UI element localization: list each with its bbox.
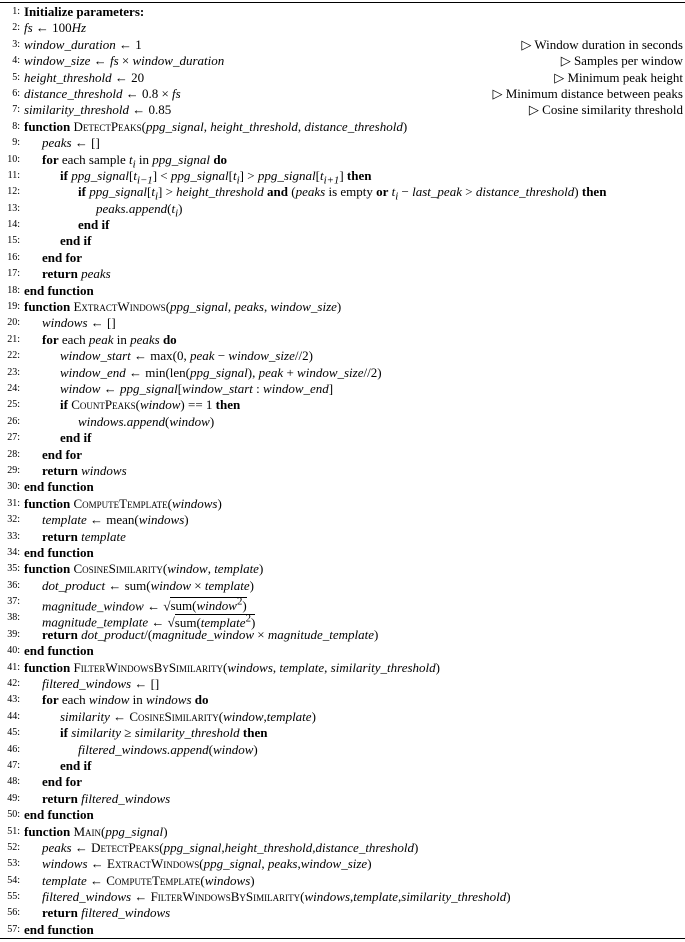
algorithm-line [0, 365, 685, 381]
algorithm-line [0, 807, 685, 823]
line-code: peaks ← [] [42, 135, 100, 151]
line-number: 55: [7, 891, 20, 903]
line-number: 49: [7, 792, 20, 804]
algorithm-line [0, 135, 685, 151]
line-code: end function [24, 479, 94, 495]
algorithm-line [0, 200, 685, 220]
algorithm-line [0, 889, 685, 905]
line-number: 43: [7, 694, 20, 706]
line-code: function ExtractWindows(ppg_signal, peaks, window_size) [24, 299, 342, 315]
line-comment: ▷ Window duration in seconds [521, 36, 683, 52]
algorithm-line [0, 217, 685, 233]
line-number: 15: [7, 235, 20, 247]
algorithm-line [0, 315, 685, 331]
line-code: end for [42, 446, 83, 462]
line-code: template ← mean(windows) [42, 512, 189, 528]
line-number: 14: [7, 219, 20, 231]
algorithm-line [0, 561, 685, 577]
line-number: 57: [7, 923, 20, 935]
algorithm-line [0, 709, 685, 725]
algorithm-line [0, 348, 685, 364]
algorithm-line [0, 676, 685, 692]
line-number: 18: [7, 284, 20, 296]
algorithm-line [0, 184, 685, 203]
line-number: 17: [7, 268, 20, 280]
line-code: window_end ← min(len(ppg_signal), peak + window_size//2) [60, 364, 382, 380]
algorithm-line [0, 102, 685, 118]
algorithm-line [0, 463, 685, 479]
line-code: end if [60, 233, 92, 249]
algorithm-line [0, 167, 685, 187]
line-number: 53: [7, 858, 20, 870]
line-code: windows.append(window) [78, 413, 215, 429]
algorithm-lines [0, 4, 685, 938]
algorithm-line [0, 233, 685, 249]
algorithm-line [0, 643, 685, 659]
line-code: window_duration ← 1 [24, 36, 142, 52]
line-number: 54: [7, 874, 20, 886]
line-code: fs ← 100Hz [24, 20, 87, 36]
algorithm-line [0, 20, 685, 36]
line-number: 33: [7, 530, 20, 542]
algorithm-line [0, 414, 685, 430]
line-code: if $ppg\_signal[t_{i-1}]$ < $ppg\_signal[t_i]$ > $ppg\_signal[t_{i+1}]$ then [60, 167, 372, 187]
line-number: 40: [7, 645, 20, 657]
line-code: function CosineSimilarity(window, template) [24, 561, 264, 577]
line-code: template ← ComputeTemplate(windows) [42, 872, 255, 888]
line-code: distance_threshold ← 0.8 × fs [24, 85, 181, 101]
algorithm-line [0, 381, 685, 397]
algorithm-line [0, 37, 685, 53]
line-code: for each sample $t_i$ in ppg_signal do [42, 151, 228, 171]
line-number: 30: [7, 481, 20, 493]
line-code: windows ← [] [42, 315, 116, 331]
line-number: 25: [7, 399, 20, 411]
algorithm-line [0, 594, 685, 614]
line-number: 19: [7, 301, 20, 313]
algorithm-line [0, 283, 685, 299]
algorithm-line [0, 447, 685, 463]
line-code: return filtered_windows [42, 905, 171, 921]
line-code: end function [24, 643, 94, 659]
algorithm-line [0, 905, 685, 921]
algorithm-line [0, 774, 685, 790]
line-number: 27: [7, 432, 20, 444]
line-comment: ▷ Samples per window [560, 53, 683, 69]
line-number: 11: [7, 169, 20, 181]
line-code: similarity ← CosineSimilarity(window,template) [60, 708, 316, 724]
line-code: similarity_threshold ← 0.85 [24, 102, 172, 118]
line-code: end function [24, 921, 94, 937]
line-number: 31: [7, 497, 20, 509]
algorithm-line [0, 53, 685, 69]
line-number: 8: [12, 120, 20, 132]
algorithm-line [0, 332, 685, 348]
line-number: 29: [7, 464, 20, 476]
algorithm-line [0, 430, 685, 446]
line-number: 34: [7, 546, 20, 558]
algorithm-line [0, 758, 685, 774]
line-code: height_threshold ← 20 [24, 69, 145, 85]
line-code: end if [60, 757, 92, 773]
line-code: for each window in windows do [42, 692, 209, 708]
algorithm-line [0, 545, 685, 561]
line-code: Initialize parameters: [24, 4, 145, 19]
line-number: 13: [7, 202, 20, 214]
line-code: window ← ppg_signal[window_start : window_end] [60, 380, 334, 396]
algorithm-line [0, 496, 685, 512]
algorithm-line [0, 840, 685, 856]
line-code: end if [60, 430, 92, 446]
algorithm-line [0, 70, 685, 86]
algorithm-line [0, 578, 685, 594]
line-number: 20: [7, 317, 20, 329]
line-comment: ▷ Cosine similarity threshold [528, 102, 683, 118]
algorithm-line [0, 742, 685, 758]
line-code: window_size ← fs × window_duration [24, 53, 225, 69]
line-number: 23: [7, 366, 20, 378]
algorithm-line [0, 856, 685, 872]
line-number: 52: [7, 841, 20, 853]
line-number: 4: [12, 55, 20, 67]
line-number: 3: [12, 38, 20, 50]
line-code: end for [42, 249, 83, 265]
algorithm-line [0, 250, 685, 266]
line-code: function DetectPeaks(ppg_signal, height_threshold, distance_threshold) [24, 118, 408, 134]
line-number: 5: [12, 71, 20, 83]
line-number: 48: [7, 776, 20, 788]
line-number: 38: [7, 612, 20, 624]
algorithm-line [0, 266, 685, 282]
line-comment: ▷ Minimum peak height [554, 69, 683, 85]
algorithm-line [0, 4, 685, 20]
line-number: 56: [7, 907, 20, 919]
algorithm-line [0, 151, 685, 171]
line-code: end function [24, 544, 94, 560]
algorithm-line [0, 627, 685, 643]
line-code: end function [24, 282, 94, 298]
line-code: filtered_windows.append(window) [78, 741, 258, 757]
line-code: windows ← ExtractWindows(ppg_signal, peaks,window_size) [42, 856, 372, 872]
line-code: if $ppg\_signal[t_i]$ > height_threshold and (peaks is empty or $t_i$ − last_peak > distance_threshold) then [78, 184, 607, 203]
algorithm-line [0, 725, 685, 741]
line-comment: ▷ Minimum distance between peaks [492, 85, 683, 101]
line-number: 44: [7, 710, 20, 722]
line-number: 32: [7, 514, 20, 526]
top-rule [0, 2, 685, 3]
line-number: 46: [7, 743, 20, 755]
algorithm-line [0, 692, 685, 708]
line-code: return filtered_windows [42, 790, 171, 806]
line-number: 7: [12, 104, 20, 116]
line-number: 51: [7, 825, 20, 837]
line-number: 9: [12, 137, 20, 149]
algorithm-line [0, 299, 685, 315]
line-code: filtered_windows ← FilterWindowsBySimilarity(windows,template,similarity_threshold) [42, 889, 511, 905]
line-number: 26: [7, 415, 20, 427]
line-number: 41: [7, 661, 20, 673]
line-code: return peaks [42, 266, 111, 282]
algorithm-line [0, 397, 685, 413]
line-number: 22: [7, 350, 20, 362]
line-number: 45: [7, 727, 20, 739]
line-code: return windows [42, 462, 127, 478]
line-code: return dot_product/(magnitude_window × magnitude_template) [42, 626, 379, 642]
line-code: for each peak in peaks do [42, 331, 177, 347]
line-code: if similarity ≥ similarity_threshold then [60, 725, 268, 741]
algorithm-line [0, 529, 685, 545]
line-code: filtered_windows ← [] [42, 676, 160, 692]
line-code: end function [24, 807, 94, 823]
line-code: $peaks.append(t_i)$ [96, 200, 183, 220]
line-code: function ComputeTemplate(windows) [24, 495, 222, 511]
line-number: 12: [7, 186, 20, 198]
line-code: return template [42, 528, 126, 544]
line-code: magnitude_template ← √sum(template$^2$) [42, 612, 256, 630]
line-code: function FilterWindowsBySimilarity(windows, template, similarity_threshold) [24, 659, 440, 675]
line-number: 21: [7, 333, 20, 345]
algorithm-line [0, 873, 685, 889]
line-number: 6: [12, 87, 20, 99]
line-code: magnitude_window ← √sum(window$^2$) [42, 596, 247, 614]
algorithm-line [0, 660, 685, 676]
line-code: peaks ← DetectPeaks(ppg_signal,height_threshold,distance_threshold) [42, 839, 419, 855]
line-number: 24: [7, 382, 20, 394]
algorithm-line [0, 119, 685, 135]
line-number: 39: [7, 628, 20, 640]
algorithm-line [0, 824, 685, 840]
line-number: 10: [7, 153, 20, 165]
line-code: function Main(ppg_signal) [24, 823, 168, 839]
line-number: 35: [7, 563, 20, 575]
line-code: end if [78, 217, 110, 233]
algorithm-line [0, 86, 685, 102]
line-number: 42: [7, 678, 20, 690]
line-number: 50: [7, 809, 20, 821]
line-number: 47: [7, 759, 20, 771]
bottom-rule [0, 938, 685, 939]
line-number: 37: [7, 596, 20, 608]
algorithm-line [0, 512, 685, 528]
line-code: end for [42, 774, 83, 790]
line-number: 1: [12, 6, 20, 17]
line-number: 2: [12, 22, 20, 34]
line-code: window_start ← max(0, peak − window_size//2) [60, 348, 313, 364]
line-number: 28: [7, 448, 20, 460]
algorithm-line [0, 922, 685, 938]
line-code: dot_product ← sum(window × template) [42, 577, 254, 593]
line-code: if CountPeaks(window) == 1 then [60, 397, 241, 413]
algorithm-line [0, 610, 685, 630]
line-number: 16: [7, 251, 20, 263]
algorithm-line [0, 479, 685, 495]
algorithm-line [0, 791, 685, 807]
line-number: 36: [7, 579, 20, 591]
